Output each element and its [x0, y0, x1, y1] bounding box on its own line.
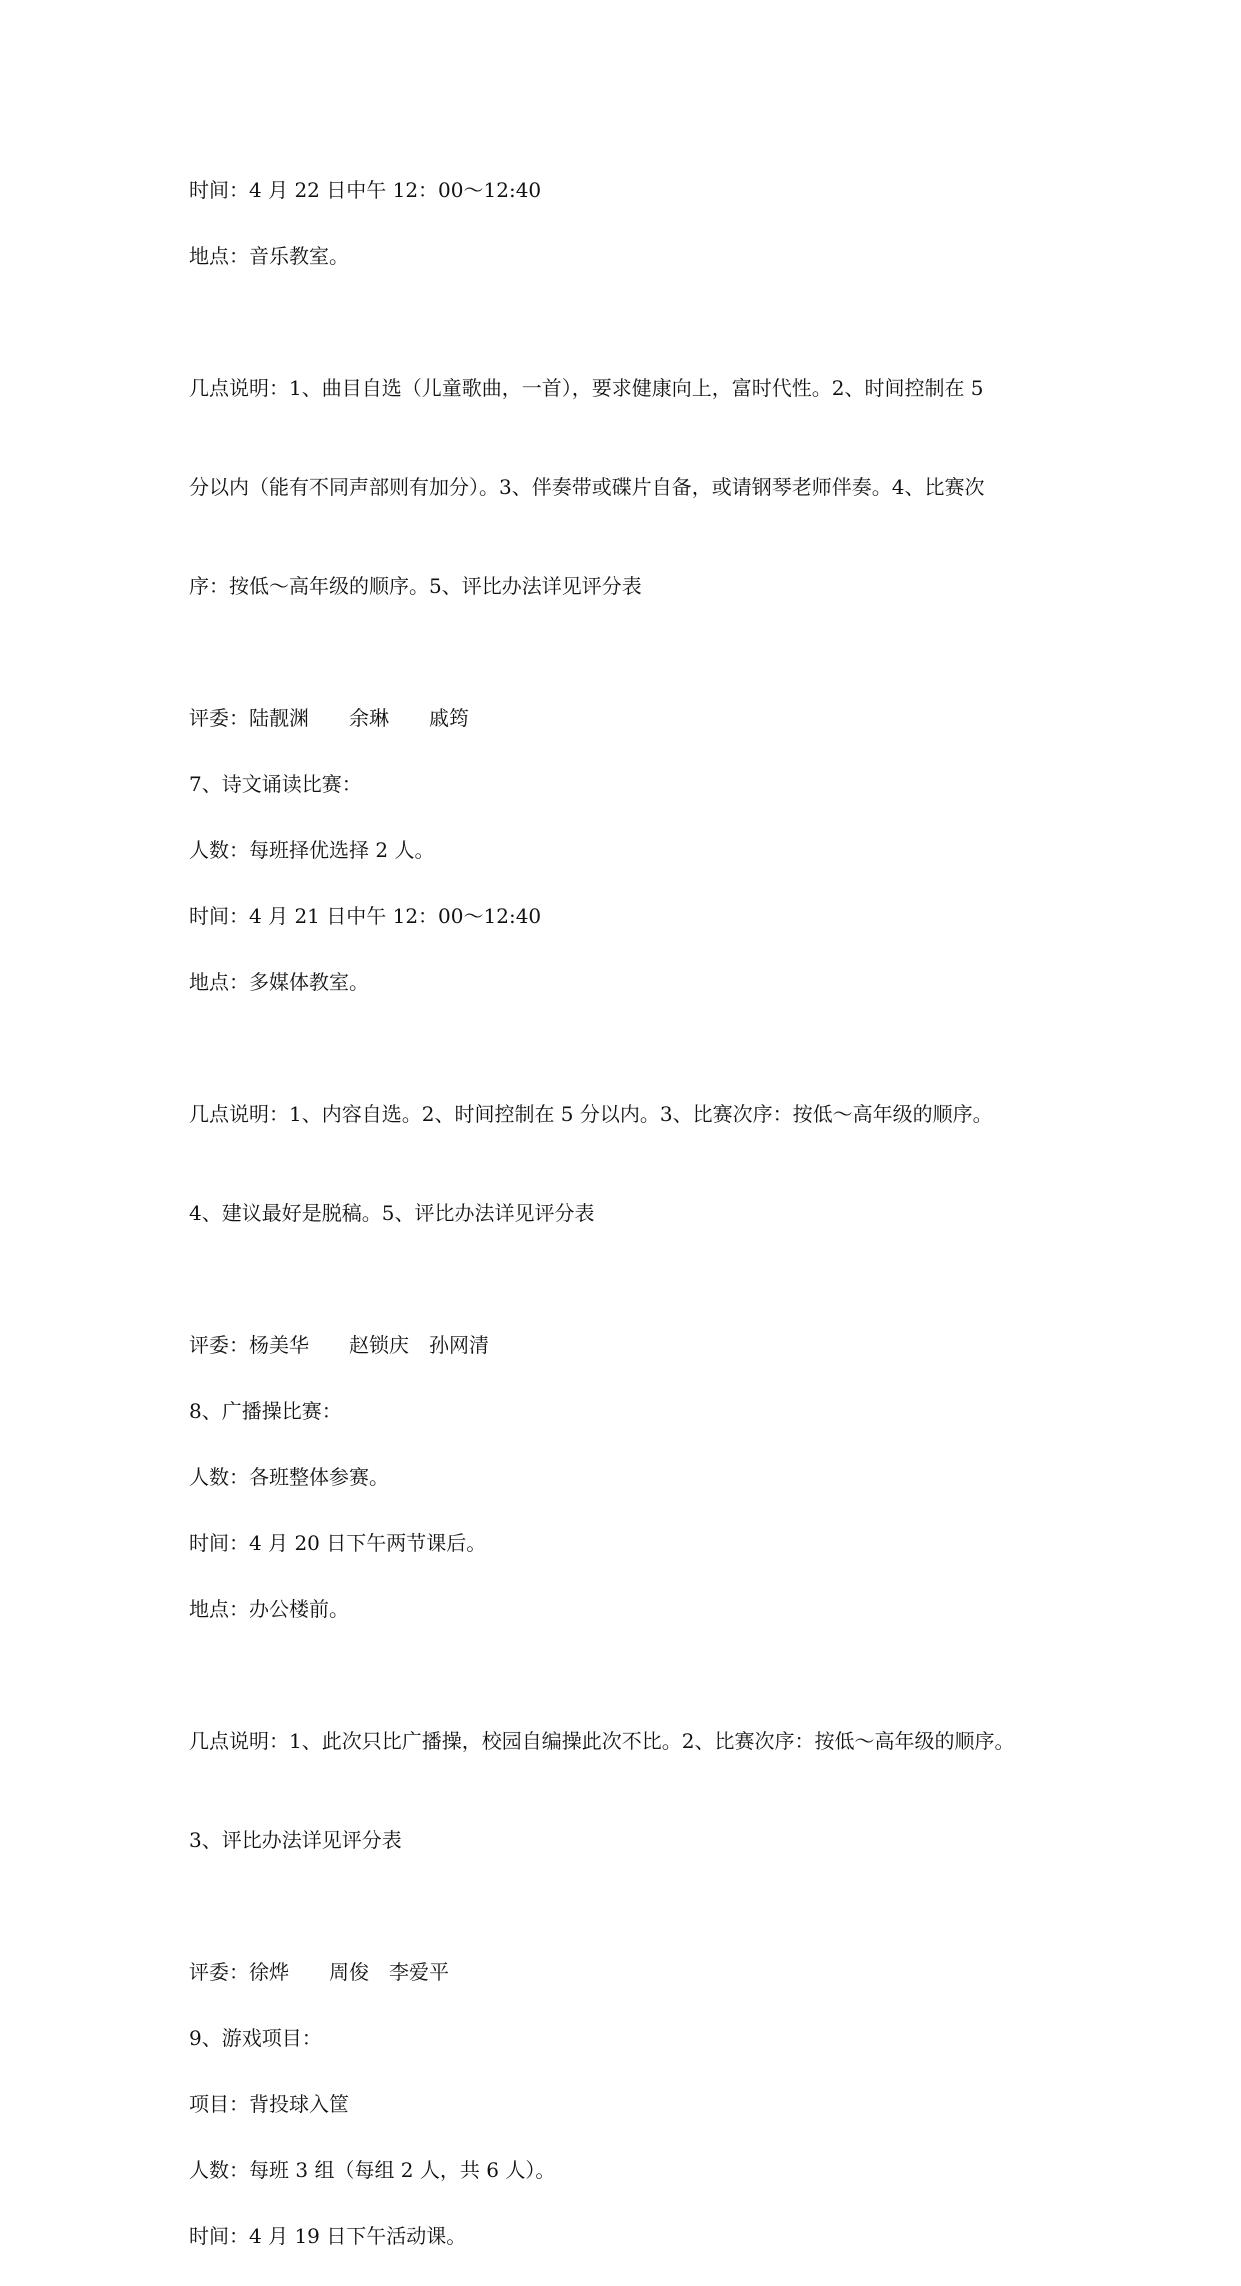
- music-notes-line-1: 几点说明：1、曲目自选（儿童歌曲，一首），要求健康向上，富时代性。2、时间控制在 5: [189, 376, 984, 400]
- game-heading: 9、游戏项目：: [189, 2026, 322, 2050]
- game-participants: 人数：每班 3 组（每组 2 人，共 6 人）。: [189, 2158, 556, 2182]
- game-project: 项目：背投球入筐: [189, 2092, 349, 2116]
- music-notes-line-2: 分以内（能有不同声部则有加分）。3、伴奏带或碟片自备，或请钢琴老师伴奏。4、比赛次: [189, 475, 985, 499]
- game-time: 时间：4 月 19 日下午活动课。: [189, 2224, 467, 2248]
- poetry-judges: 评委：杨美华 赵锁庆 孙网清: [189, 1333, 489, 1357]
- poetry-notes-line-2: 4、建议最好是脱稿。5、评比办法详见评分表: [189, 1201, 595, 1225]
- exercise-time: 时间：4 月 20 日下午两节课后。: [189, 1531, 487, 1555]
- exercise-location: 地点：办公楼前。: [189, 1597, 349, 1621]
- document-body: [189, 174, 1069, 2286]
- music-judges: 评委：陆靓渊 余琳 戚筠: [189, 706, 469, 730]
- poetry-time: 时间：4 月 21 日中午 12：00～12:40: [189, 904, 542, 928]
- exercise-heading: 8、广播操比赛：: [189, 1399, 342, 1423]
- exercise-notes-line-2: 3、评比办法详见评分表: [189, 1828, 402, 1852]
- music-notes-line-3: 序：按低～高年级的顺序。5、评比办法详见评分表: [189, 574, 642, 598]
- poetry-heading: 7、诗文诵读比赛：: [189, 772, 362, 796]
- poetry-notes: [189, 1032, 1069, 1296]
- exercise-participants: 人数：各班整体参赛。: [189, 1465, 389, 1489]
- exercise-notes: [189, 1659, 1069, 1923]
- exercise-judges: 评委：徐烨 周俊 李爱平: [189, 1960, 449, 1984]
- poetry-notes-line-1: 几点说明：1、内容自选。2、时间控制在 5 分以内。3、比赛次序：按低～高年级的顺序。: [189, 1102, 993, 1126]
- poetry-participants: 人数：每班择优选择 2 人。: [189, 838, 435, 862]
- music-notes: [189, 306, 1069, 669]
- music-time: 时间：4 月 22 日中午 12：00～12:40: [189, 178, 542, 202]
- poetry-location: 地点：多媒体教室。: [189, 970, 369, 994]
- exercise-notes-line-1: 几点说明：1、此次只比广播操，校园自编操此次不比。2、比赛次序：按低～高年级的顺序。: [189, 1729, 1015, 1753]
- music-location: 地点：音乐教室。: [189, 244, 349, 268]
